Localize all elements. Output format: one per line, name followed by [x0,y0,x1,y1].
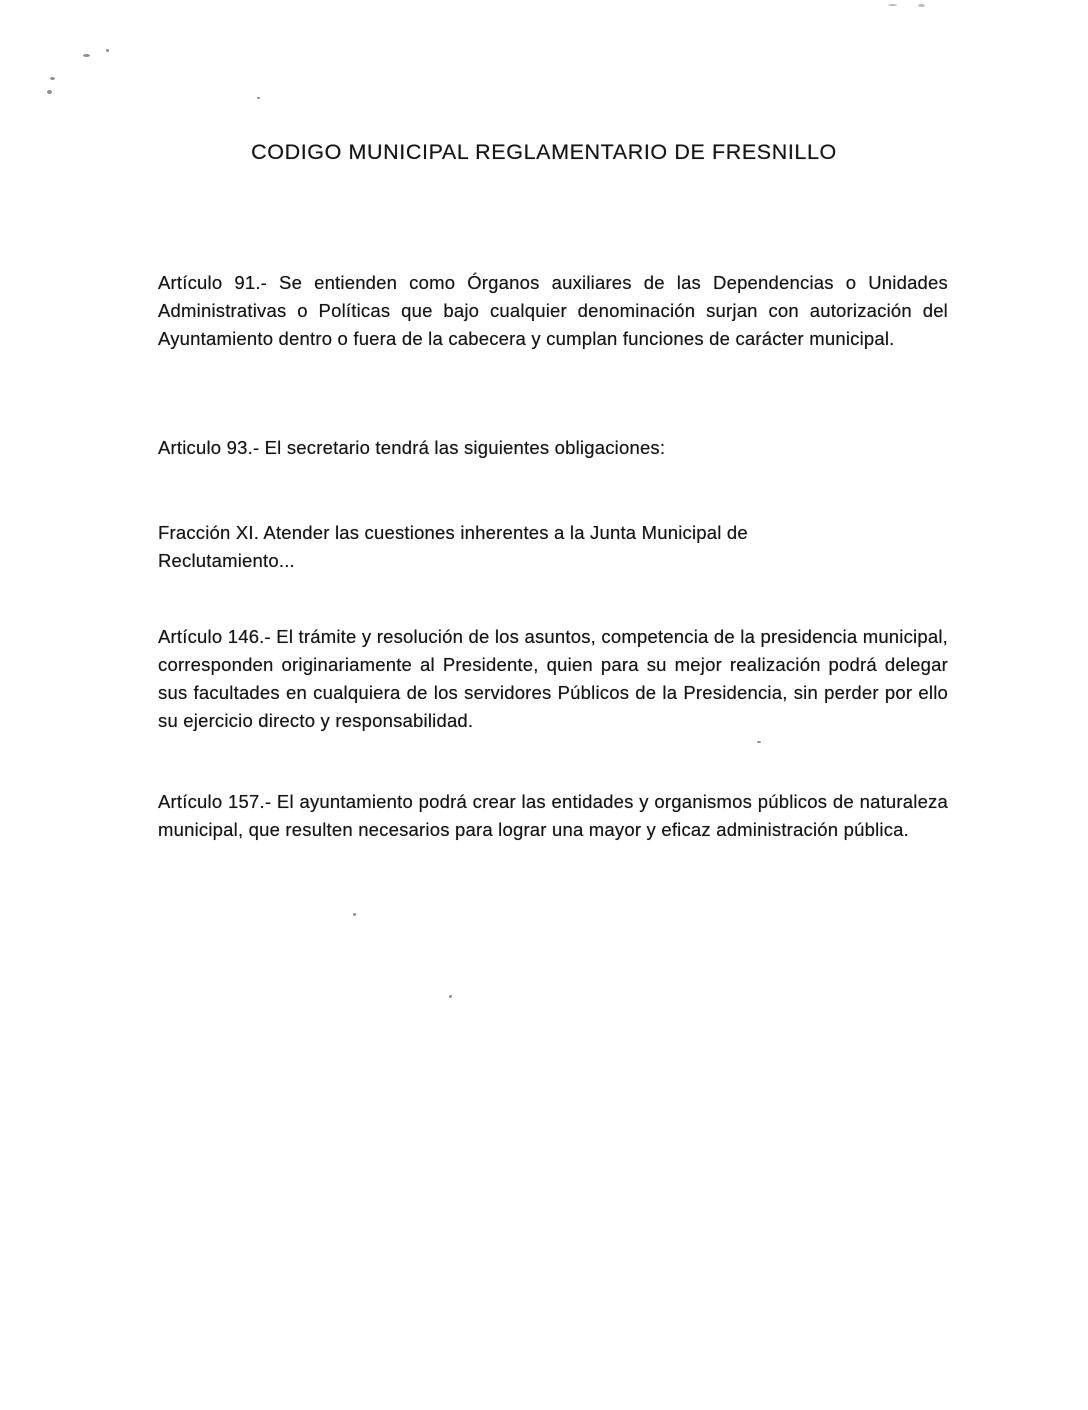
paragraph-articulo-157: Artículo 157.- El ayuntamiento podrá crear las entidades y organismos públicos de naturaleza municipal, que resulten necesarios para lograr una mayor y eficaz administración pública. [158,790,948,840]
paragraph-articulo-146: Artículo 146.- El trámite y resolución de los asuntos, competencia de la presidencia municipal, corresponden originariamente al Presidente, quien para su mejor realización podrá delegar sus facultades en cualquiera de los servidores Públicos de la Presidencia, sin perder por ello su ejercicio directo y responsabilidad. [158,625,948,731]
scan-noise-dot [353,913,356,916]
scan-noise-dot [918,4,925,7]
paragraph-articulo-93: Articulo 93.- El secretario tendrá las siguientes obligaciones: [158,436,666,458]
scan-noise-dot [257,97,260,99]
document-title: CODIGO MUNICIPAL REGLAMENTARIO DE FRESNILLO [251,140,837,165]
scan-noise-dot [47,90,52,94]
scan-noise-dot [50,77,55,80]
paragraph-fraccion-xi: Fracción XI. Atender las cuestiones inherentes a la Junta Municipal de Reclutamiento... [158,521,748,571]
scan-noise-dot [83,54,90,57]
scan-noise-dot [757,741,761,743]
scan-noise-dot [449,995,452,998]
scan-noise-dot [106,49,109,52]
scan-noise-dot [888,4,897,6]
paragraph-articulo-91: Artículo 91.- Se entienden como Órganos auxiliares de las Dependencias o Unidades Administrativas o Políticas que bajo cualquier denominación surjan con autorización del Ayuntamiento dentro o fuera de la cabecera y cumplan funciones de carácter municipal. [158,271,948,349]
